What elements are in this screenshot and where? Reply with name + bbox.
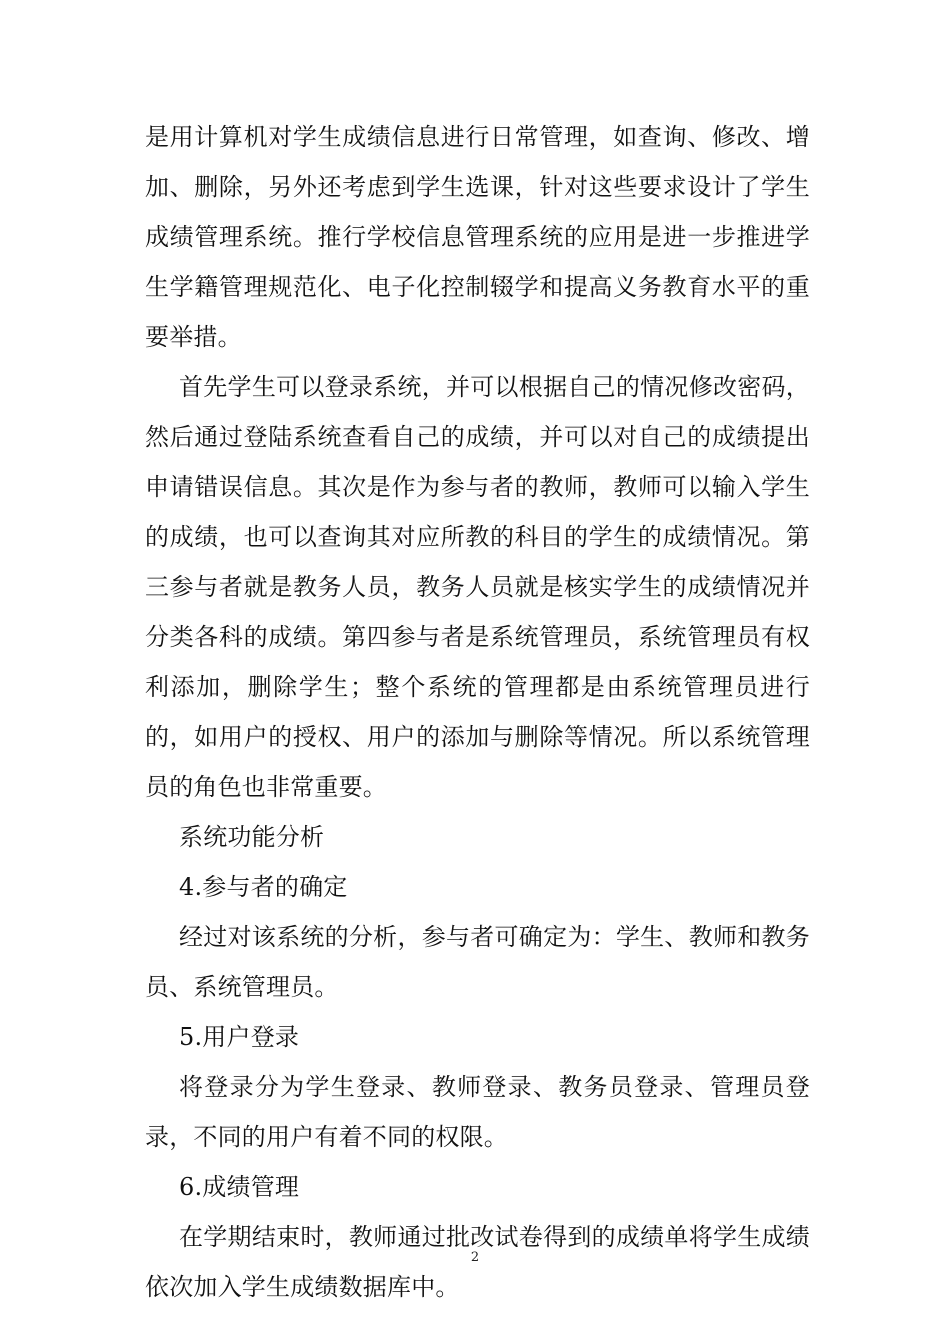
section-heading-user-login: 5.用户登录	[179, 1023, 300, 1051]
paragraph-grade-management: 在学期结束时，教师通过批改试卷得到的成绩单将学生成绩依次加入学生成绩数据库中。	[145, 1223, 810, 1301]
page-number: 2	[470, 1250, 480, 1265]
paragraph-participants: 首先学生可以登录系统，并可以根据自己的情况修改密码，然后通过登陆系统查看自己的成绩，并可以对自己的成绩提出申请错误信息。其次是作为参与者的教师，教师可以输入学生的成绩，也可以查询其对应所教的科目的学生的成绩情况。第三参与者就是教务人员，教务人员就是核实学生的成绩情况并分类各科的成绩。第四参与者是系统管理员，系统管理员有权利添加，删除学生；整个系统的管理都是由系统管理员进行的，如用户的授权、用户的添加与删除等情况。所以系统管理员的角色也非常重要。	[145, 373, 810, 801]
section-heading-function-analysis: 系统功能分析	[179, 823, 325, 851]
section-heading-grade-management: 6.成绩管理	[179, 1173, 300, 1201]
paragraph-user-login: 将登录分为学生登录、教师登录、教务员登录、管理员登录，不同的用户有着不同的权限。	[145, 1073, 810, 1151]
section-heading-participants: 4.参与者的确定	[179, 873, 348, 901]
paragraph-participants-definition: 经过对该系统的分析，参与者可确定为：学生、教师和教务员、系统管理员。	[145, 923, 810, 1001]
document-body	[145, 112, 810, 1312]
paragraph-intro-continued: 是用计算机对学生成绩信息进行日常管理，如查询、修改、增加、删除，另外还考虑到学生选课，针对这些要求设计了学生成绩管理系统。推行学校信息管理系统的应用是进一步推进学生学籍管理规范化、电子化控制辍学和提高义务教育水平的重要举措。	[145, 123, 810, 351]
